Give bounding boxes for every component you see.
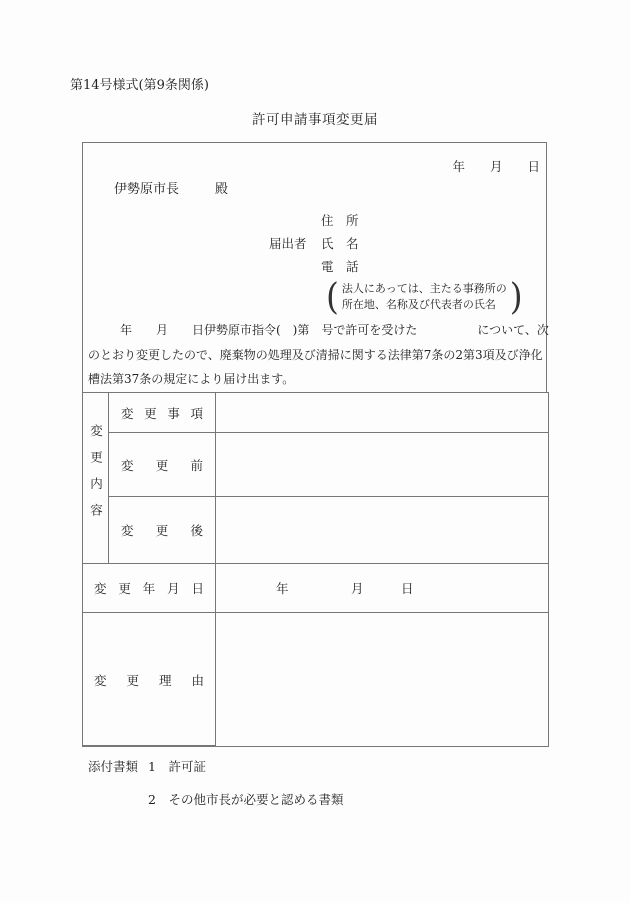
corporate-note-line2: 所在地、名称及び代表者の氏名	[341, 298, 496, 311]
attachments-line-2	[88, 790, 343, 808]
body-paragraph	[88, 318, 549, 392]
address-field[interactable]: 住 所	[321, 213, 359, 228]
honorific: 殿	[215, 182, 229, 197]
addressee-row	[114, 178, 228, 197]
changed-item-value[interactable]	[216, 393, 549, 433]
change-date-label: 変更年月日	[83, 564, 216, 613]
corporate-note	[326, 275, 523, 318]
date-field[interactable]: 年 月 日	[452, 159, 540, 174]
table-row	[83, 564, 549, 613]
after-change-label: 変更後	[109, 497, 216, 564]
table-row	[83, 613, 549, 747]
form-number: 第14号様式(第9条関係)	[70, 78, 209, 93]
corporate-note-text	[342, 281, 507, 314]
changed-item-label: 変更事項	[109, 393, 216, 433]
change-details-table	[82, 392, 549, 747]
attachments-line-1	[88, 757, 343, 775]
attachments-label: 添付書類	[88, 759, 139, 774]
attachments-note	[88, 757, 343, 808]
attachment-item-2: 2 その他市長が必要と認める書類	[148, 792, 344, 807]
body-line-1: 年 月 日伊勢原市指令( )第 号で許可を受けた について、次	[120, 323, 549, 337]
change-reason-value[interactable]	[216, 613, 549, 747]
after-change-value[interactable]	[216, 497, 549, 564]
page-title: 許可申請事項変更届	[252, 112, 378, 128]
form-frame	[82, 142, 547, 746]
attachment-item-1: 1 許可証	[148, 759, 206, 774]
corporate-note-line1: 法人にあっては、主たる事務所の	[341, 281, 507, 295]
phone-field[interactable]: 電 話	[321, 259, 359, 274]
body-line-2: のとおり変更したので、廃棄物の処理及び清掃に関する法律第7条の2第3項及び浄化	[88, 347, 543, 362]
applicant-label: 届出者	[269, 236, 307, 251]
body-line-3: 槽法第37条の規定により届け出ます。	[88, 372, 295, 386]
change-date-value[interactable]: 年 月 日	[216, 564, 549, 613]
open-paren: (	[326, 275, 339, 318]
before-change-value[interactable]	[216, 433, 549, 497]
table-row	[83, 433, 549, 497]
addressee: 伊勢原市長	[114, 182, 180, 197]
change-contents-group-label: 変更内容	[83, 393, 109, 564]
applicant-block	[269, 209, 359, 278]
close-paren: )	[509, 275, 523, 318]
name-field[interactable]: 氏 名	[321, 236, 359, 251]
before-change-label: 変更前	[109, 433, 216, 497]
change-reason-label: 変更理由	[83, 613, 216, 747]
table-row	[83, 497, 549, 564]
table-row	[83, 393, 549, 433]
